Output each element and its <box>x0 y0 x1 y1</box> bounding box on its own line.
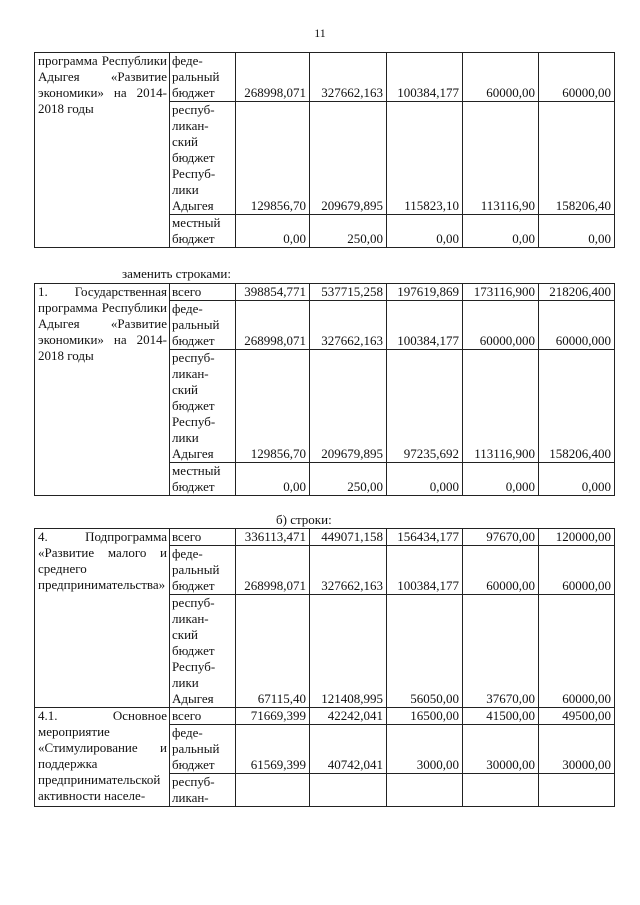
table-row <box>35 284 615 301</box>
amount-cell: 49500,00 <box>539 708 615 725</box>
amount-cell: 100384,177 <box>387 546 463 595</box>
amount-cell: 398854,771 <box>236 284 310 301</box>
amount-cell: 327662,163 <box>310 301 387 350</box>
amount-cell: 268998,071 <box>236 301 310 350</box>
amount-cell <box>387 774 463 807</box>
amount-cell: 60000,00 <box>539 546 615 595</box>
amount-cell: 37670,00 <box>463 595 539 708</box>
funding-source-cell: респуб- ликан- <box>170 774 236 807</box>
amount-cell: 0,00 <box>463 215 539 248</box>
amount-cell: 113116,90 <box>463 102 539 215</box>
amount-cell: 30000,00 <box>463 725 539 774</box>
amount-cell: 60000,000 <box>463 301 539 350</box>
amount-cell: 327662,163 <box>310 53 387 102</box>
program-name-cell: 4.1. Основное мероприятие «Стимулирование и поддержка предпринимательской активности населе- <box>35 708 170 807</box>
amount-cell: 197619,869 <box>387 284 463 301</box>
program-name-cell: программа Республики Адыгея «Развитие экономики» на 2014-2018 годы <box>35 53 170 248</box>
amount-cell: 60000,00 <box>463 546 539 595</box>
amount-cell: 3000,00 <box>387 725 463 774</box>
amount-cell: 0,00 <box>236 463 310 496</box>
amount-cell: 60000,00 <box>463 53 539 102</box>
amount-cell: 0,00 <box>236 215 310 248</box>
amount-cell: 250,00 <box>310 463 387 496</box>
amount-cell: 120000,00 <box>539 529 615 546</box>
amount-cell: 71669,399 <box>236 708 310 725</box>
amount-cell: 30000,00 <box>539 725 615 774</box>
funding-source-cell: феде- ральный бюджет <box>170 53 236 102</box>
amount-cell: 0,000 <box>463 463 539 496</box>
amount-cell: 61569,399 <box>236 725 310 774</box>
amount-cell: 158206,400 <box>539 350 615 463</box>
funding-source-cell: местный бюджет <box>170 215 236 248</box>
amount-cell: 67115,40 <box>236 595 310 708</box>
amount-cell: 113116,900 <box>463 350 539 463</box>
budget-table-1 <box>34 52 615 248</box>
amount-cell: 121408,995 <box>310 595 387 708</box>
program-name-cell: 1. Государственная программа Республики Адыгея «Развитие экономики» на 2014-2018 годы <box>35 284 170 496</box>
amount-cell: 60000,00 <box>539 53 615 102</box>
funding-source-cell: феде- ральный бюджет <box>170 725 236 774</box>
section-b-caption: б) строки: <box>276 512 332 527</box>
amount-cell <box>310 774 387 807</box>
amount-cell: 268998,071 <box>236 546 310 595</box>
amount-cell: 209679,895 <box>310 350 387 463</box>
amount-cell <box>539 774 615 807</box>
page-number: 11 <box>314 26 326 40</box>
amount-cell: 40742,041 <box>310 725 387 774</box>
table-row <box>35 529 615 546</box>
funding-source-cell: респуб- ликан- ский бюджет Респуб- лики Адыгея <box>170 102 236 215</box>
amount-cell: 327662,163 <box>310 546 387 595</box>
amount-cell <box>236 774 310 807</box>
amount-cell: 16500,00 <box>387 708 463 725</box>
amount-cell: 336113,471 <box>236 529 310 546</box>
amount-cell: 268998,071 <box>236 53 310 102</box>
amount-cell: 115823,10 <box>387 102 463 215</box>
amount-cell: 129856,70 <box>236 102 310 215</box>
amount-cell: 56050,00 <box>387 595 463 708</box>
budget-table-3 <box>34 528 615 807</box>
amount-cell: 97235,692 <box>387 350 463 463</box>
amount-cell <box>463 774 539 807</box>
funding-source-cell: респуб- ликан- ский бюджет Респуб- лики Адыгея <box>170 595 236 708</box>
amount-cell: 218206,400 <box>539 284 615 301</box>
funding-source-cell: респуб- ликан- ский бюджет Респуб- лики Адыгея <box>170 350 236 463</box>
amount-cell: 42242,041 <box>310 708 387 725</box>
amount-cell: 129856,70 <box>236 350 310 463</box>
funding-source-cell: всего <box>170 529 236 546</box>
program-name-cell: 4. Подпрограмма «Развитие малого и среднего предпринимательства» <box>35 529 170 708</box>
amount-cell: 97670,00 <box>463 529 539 546</box>
amount-cell: 0,00 <box>539 215 615 248</box>
funding-source-cell: феде- ральный бюджет <box>170 546 236 595</box>
amount-cell: 60000,00 <box>539 595 615 708</box>
amount-cell: 173116,900 <box>463 284 539 301</box>
budget-table-2 <box>34 283 615 496</box>
amount-cell: 250,00 <box>310 215 387 248</box>
funding-source-cell: всего <box>170 284 236 301</box>
replace-caption: заменить строками: <box>122 266 231 281</box>
amount-cell: 158206,40 <box>539 102 615 215</box>
funding-source-cell: местный бюджет <box>170 463 236 496</box>
amount-cell: 156434,177 <box>387 529 463 546</box>
amount-cell: 100384,177 <box>387 301 463 350</box>
amount-cell: 537715,258 <box>310 284 387 301</box>
amount-cell: 0,00 <box>387 215 463 248</box>
amount-cell: 0,000 <box>539 463 615 496</box>
amount-cell: 100384,177 <box>387 53 463 102</box>
amount-cell: 60000,000 <box>539 301 615 350</box>
amount-cell: 0,000 <box>387 463 463 496</box>
table-row <box>35 708 615 725</box>
amount-cell: 209679,895 <box>310 102 387 215</box>
amount-cell: 449071,158 <box>310 529 387 546</box>
table-row <box>35 53 615 102</box>
funding-source-cell: феде- ральный бюджет <box>170 301 236 350</box>
amount-cell: 41500,00 <box>463 708 539 725</box>
funding-source-cell: всего <box>170 708 236 725</box>
